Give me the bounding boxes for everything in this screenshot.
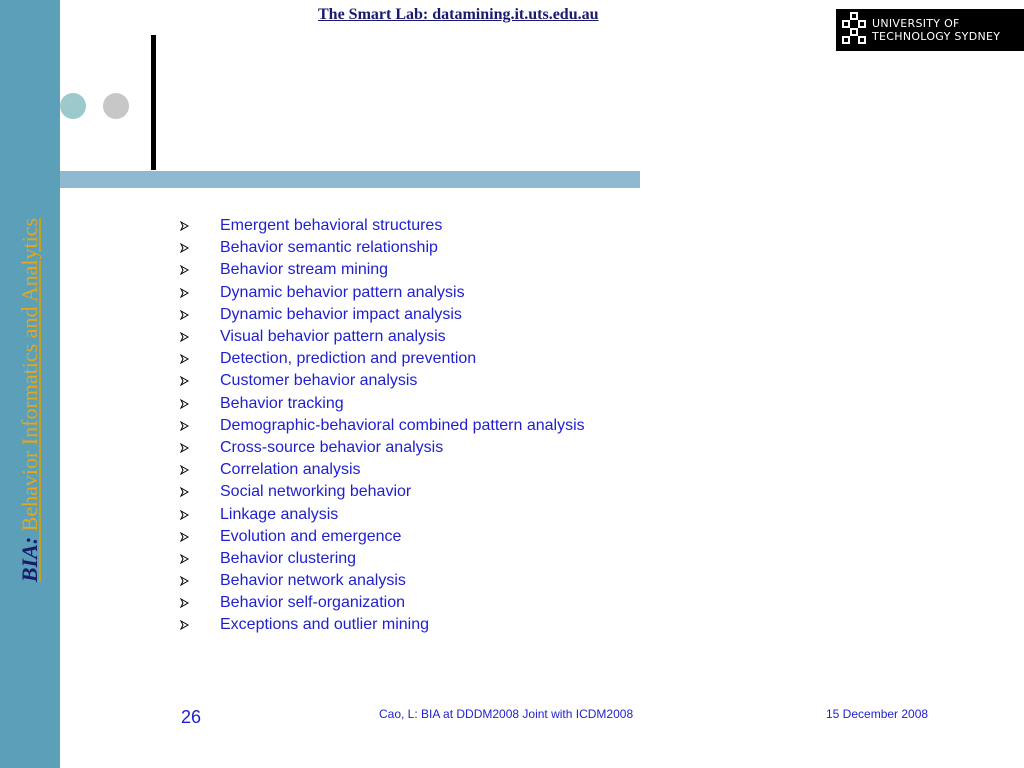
arrowhead-bullet-icon [180,554,220,564]
uts-logo-line1: UNIVERSITY OF [872,17,960,30]
list-item-text: Exceptions and outlier mining [220,616,430,634]
list-item-text: Customer behavior analysis [220,372,418,390]
arrowhead-bullet-icon [180,265,220,275]
decor-vertical-rule [151,35,156,170]
footer-citation: Cao, L: BIA at DDDM2008 Joint with ICDM2008 [379,707,634,721]
list-item [180,459,585,481]
list-item-text: Linkage analysis [220,505,339,523]
arrowhead-bullet-icon [180,510,220,520]
list-item-text: Dynamic behavior pattern analysis [220,283,465,301]
list-item-text: Behavior clustering [220,549,357,567]
uts-logo-text [872,17,1000,43]
list-item [180,570,585,592]
list-item [180,592,585,614]
uts-logo-mark-icon [836,9,872,51]
vertical-title-abbr: BIA: [17,536,42,583]
list-item [180,304,585,326]
list-item [180,370,585,392]
list-item [180,503,585,525]
list-item [180,215,585,237]
arrowhead-bullet-icon [180,243,220,253]
decor-horizontal-band [60,171,640,188]
list-item-text: Dynamic behavior impact analysis [220,305,462,323]
uts-logo [836,9,1024,51]
list-item [180,526,585,548]
list-item [180,282,585,304]
arrowhead-bullet-icon [180,399,220,409]
list-item-text: Evolution and emergence [220,527,402,545]
header-link[interactable]: The Smart Lab: datamining.it.uts.edu.au [318,6,599,23]
decor-dot-teal [60,93,86,119]
list-item-text: Emergent behavioral structures [220,217,443,235]
list-item-text: Correlation analysis [220,461,361,479]
arrowhead-bullet-icon [180,576,220,586]
bullet-list [180,215,585,637]
list-item-text: Behavior network analysis [220,572,406,590]
list-item-text: Visual behavior pattern analysis [220,328,446,346]
arrowhead-bullet-icon [180,332,220,342]
vertical-title-name: Behavior Informatics and Analytics [17,217,42,532]
arrowhead-bullet-icon [180,487,220,497]
list-item-text: Behavior self-organization [220,594,405,612]
uts-logo-line2: TECHNOLOGY SYDNEY [872,30,1001,43]
arrowhead-bullet-icon [180,598,220,608]
vertical-title-text[interactable] [17,218,43,582]
list-item [180,259,585,281]
list-item-text: Demographic-behavioral combined pattern analysis [220,416,585,434]
list-item [180,481,585,503]
arrowhead-bullet-icon [180,288,220,298]
list-item [180,326,585,348]
arrowhead-bullet-icon [180,421,220,431]
list-item-text: Cross-source behavior analysis [220,438,444,456]
list-item [180,614,585,636]
arrowhead-bullet-icon [180,354,220,364]
list-item [180,393,585,415]
arrowhead-bullet-icon [180,465,220,475]
list-item [180,548,585,570]
vertical-title [0,0,60,768]
arrowhead-bullet-icon [180,443,220,453]
list-item-text: Social networking behavior [220,483,412,501]
list-item [180,348,585,370]
list-item-text: Behavior tracking [220,394,344,412]
decor-dot-gray [103,93,129,119]
list-item [180,437,585,459]
arrowhead-bullet-icon [180,376,220,386]
arrowhead-bullet-icon [180,620,220,630]
footer-page-number: 26 [181,707,202,727]
list-item [180,237,585,259]
footer-date: 15 December 2008 [826,707,929,721]
arrowhead-bullet-icon [180,221,220,231]
list-item-text: Behavior semantic relationship [220,239,438,257]
list-item-text: Behavior stream mining [220,261,389,279]
arrowhead-bullet-icon [180,532,220,542]
list-item-text: Detection, prediction and prevention [220,350,477,368]
arrowhead-bullet-icon [180,310,220,320]
list-item [180,415,585,437]
